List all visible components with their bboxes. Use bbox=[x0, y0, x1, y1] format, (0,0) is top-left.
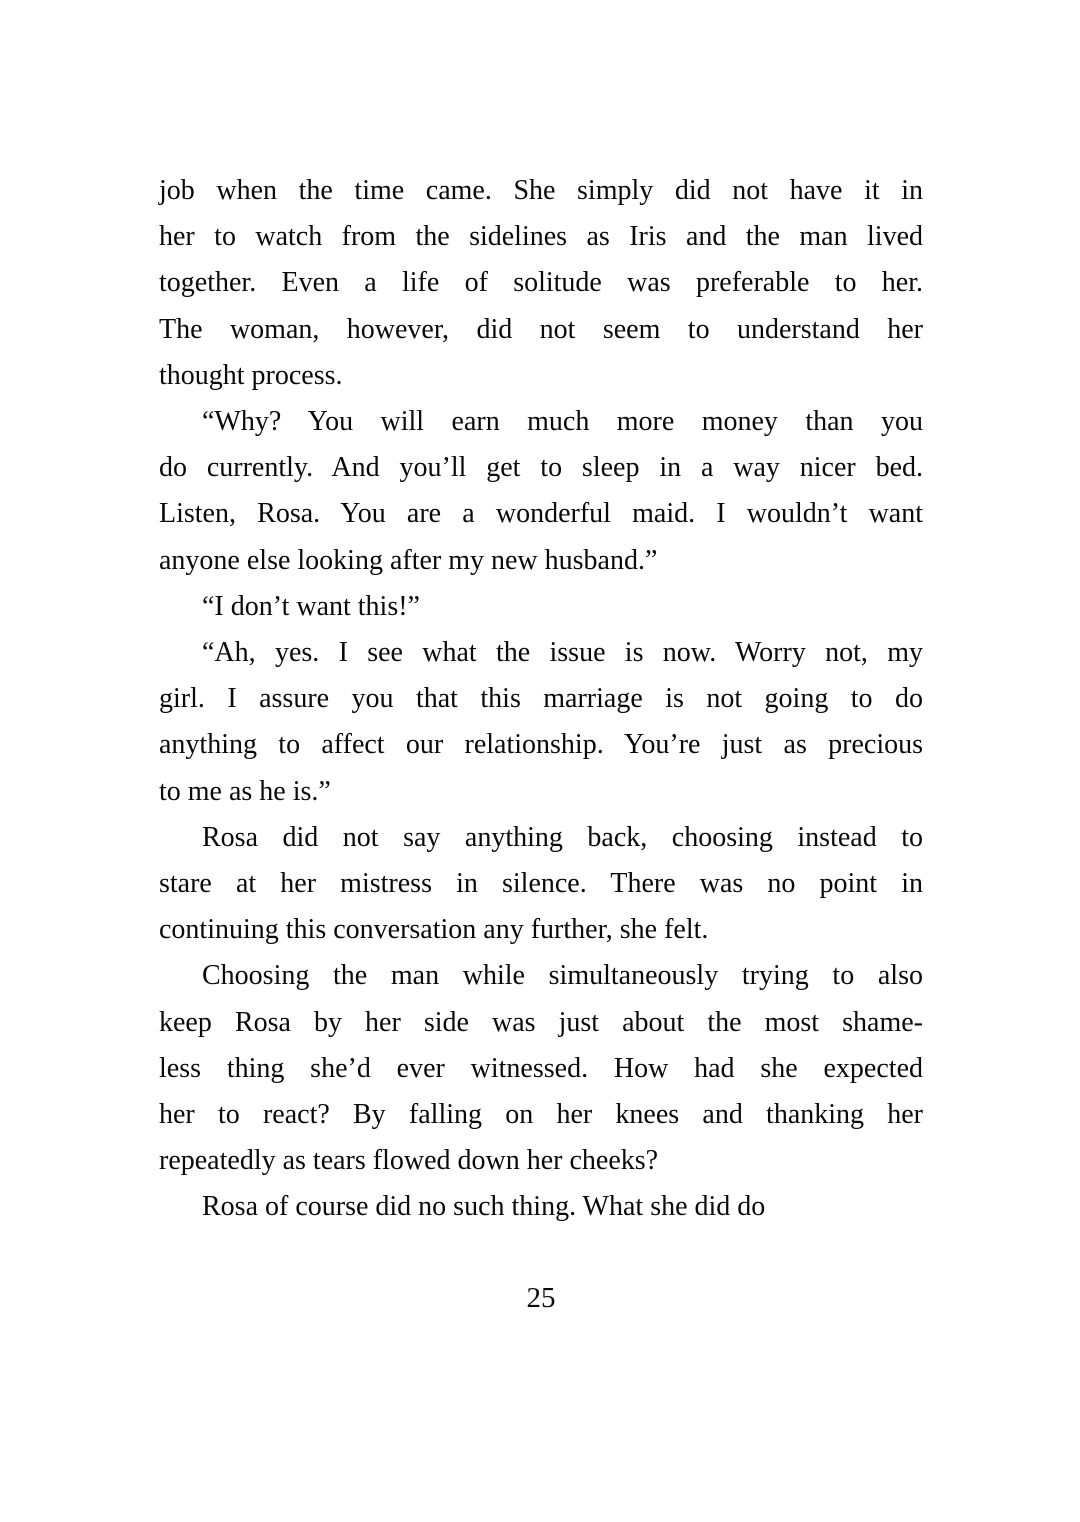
text-line: anyone else looking after my new husband.” bbox=[159, 544, 658, 576]
text-line: “I don’t want this!” bbox=[202, 590, 420, 622]
text-line: together. Even a life of solitude was preferable to her. bbox=[159, 267, 923, 299]
text-line: Rosa of course did no such thing. What she did do bbox=[202, 1191, 766, 1223]
text-line: “Why? You will earn much more money than you bbox=[202, 406, 923, 438]
paragraph bbox=[159, 815, 923, 954]
page-text bbox=[159, 168, 923, 1231]
text-line: her to watch from the sidelines as Iris and the man lived bbox=[159, 221, 923, 253]
paragraph bbox=[159, 584, 923, 630]
text-line: Rosa did not say anything back, choosing instead to bbox=[202, 821, 923, 853]
text-line: stare at her mistress in silence. There was no point in bbox=[159, 868, 923, 900]
paragraph bbox=[159, 953, 923, 1184]
text-line: The woman, however, did not seem to understand her bbox=[159, 313, 923, 345]
text-line: Choosing the man while simultaneously trying to also bbox=[202, 960, 923, 992]
text-line: less thing she’d ever witnessed. How had she expected bbox=[159, 1052, 923, 1084]
text-line: Listen, Rosa. You are a wonderful maid. I wouldn’t want bbox=[159, 498, 923, 530]
paragraph bbox=[159, 399, 923, 584]
text-line: keep Rosa by her side was just about the most shame- bbox=[159, 1006, 923, 1038]
text-line: thought process. bbox=[159, 359, 343, 391]
text-line: repeatedly as tears flowed down her cheeks? bbox=[159, 1145, 659, 1177]
text-line: job when the time came. She simply did not have it in bbox=[159, 175, 923, 206]
text-line: continuing this conversation any further, she felt. bbox=[159, 914, 709, 946]
paragraph bbox=[159, 168, 923, 399]
page-number: 25 bbox=[526, 1282, 556, 1314]
paragraph bbox=[159, 1184, 923, 1230]
text-line: girl. I assure you that this marriage is not going to do bbox=[159, 683, 923, 715]
text-line: “Ah, yes. I see what the issue is now. Worry not, my bbox=[202, 637, 923, 669]
text-line: to me as he is.” bbox=[159, 775, 331, 807]
paragraph bbox=[159, 630, 923, 815]
text-line: do currently. And you’ll get to sleep in a way nicer bed. bbox=[159, 452, 923, 484]
text-line: her to react? By falling on her knees and thanking her bbox=[159, 1099, 923, 1131]
text-line: anything to affect our relationship. You’re just as precious bbox=[159, 729, 923, 761]
